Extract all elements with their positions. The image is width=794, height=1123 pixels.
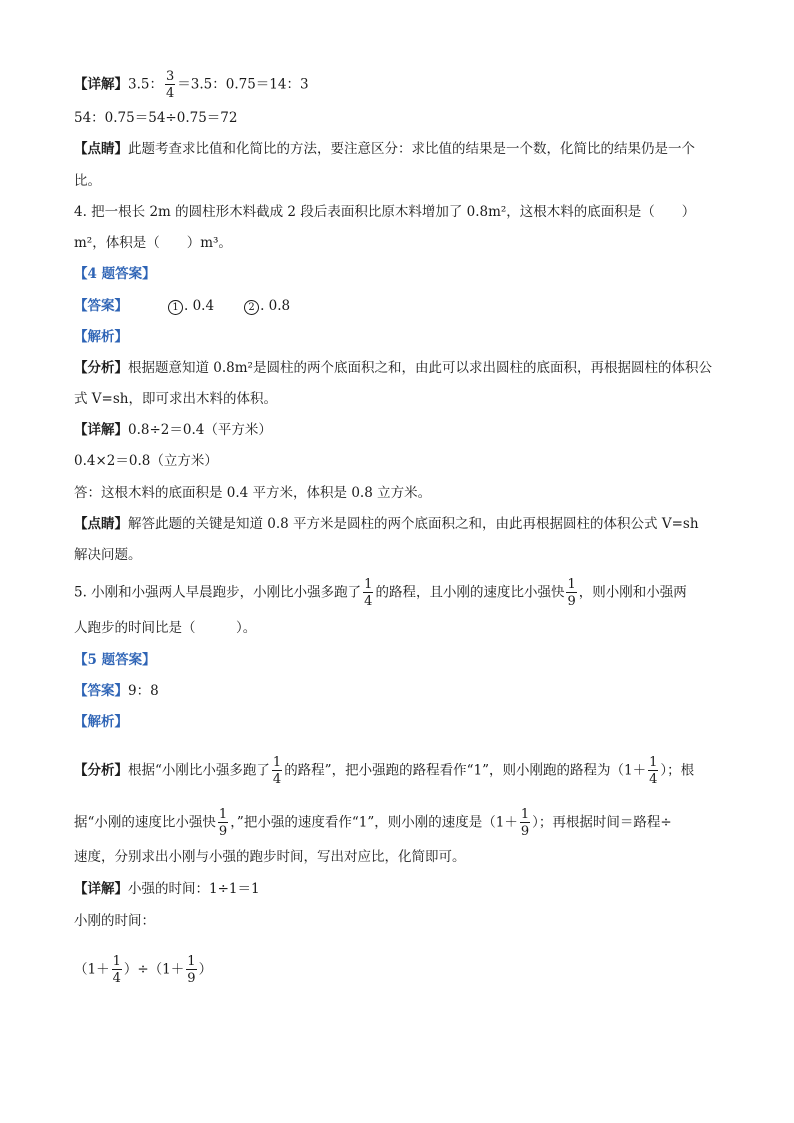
fraction [165,70,175,100]
jiexi-label: 【解析】 [74,329,128,345]
xiangjie-line-2: 小刚的时间： [74,913,155,929]
fraction [112,955,122,985]
fraction [520,808,530,838]
dianjing-line-2: 比。 [74,173,101,189]
numerator: 1 [112,954,121,969]
denominator: 4 [649,772,658,787]
calc-line: 0.4×2＝0.8（立方米） [74,453,218,469]
fraction [186,955,196,985]
fenxi-text: 的路程”，把小强跑的路程看作“1”，则小刚跑的路程为（1＋ [284,762,647,779]
fenxi-line-3: 速度，分别求出小刚与小强的跑步时间，写出对应比，化简即可。 [74,849,466,865]
q4-stem-2: m²，体积是（ ）m³。 [74,235,232,251]
xiangjie-label: 【详解】 [74,76,128,93]
xiangjie-line [74,70,734,100]
ratio-result: ＝3.5：0.75＝14：3 [177,76,309,93]
stem-text: 5. 小刚和小强两人早晨跑步，小刚比小强多跑了 [74,584,362,601]
fenxi-text: ）；再根据时间＝路程÷ [532,814,672,831]
circled-number: 1 [168,300,183,315]
fraction [272,756,282,786]
dianjing-label: 【点睛】 [74,516,128,532]
stem-text: 的路程，且小刚的速度比小强快 [375,584,565,601]
fenxi-text: 根据题意知道 0.8m²是圆柱的两个底面积之和，由此可以求出圆柱的底面积，再根据圆柱的体积公 [128,360,712,376]
stem-text: ，则小刚和小强两 [578,584,687,601]
formula-text: ） [198,961,213,978]
numerator: 1 [218,807,228,822]
fenxi-label: 【分析】 [74,762,128,779]
numerator: 1 [187,954,196,969]
fenxi-line-2: 式 V=sh，即可求出木料的体积。 [74,391,277,407]
formula-line [74,955,734,985]
calc-line: 54：0.75＝54÷0.75＝72 [74,110,238,126]
q4-answer [74,295,734,317]
dianjing-line [74,513,734,535]
denominator: 4 [272,772,282,787]
fraction [363,578,373,608]
fenxi-line [74,756,734,786]
ratio-text: 3.5： [128,76,163,93]
numerator: 3 [165,69,175,84]
xiangjie-label: 【详解】 [74,881,128,897]
fenxi-label: 【分析】 [74,360,128,376]
fenxi-line-2 [74,808,734,838]
formula-text: ）÷（1＋ [123,961,185,978]
daan-label: 【答案】 [74,298,128,314]
denominator: 4 [165,86,175,101]
answer-sentence: 答：这根木料的底面积是 0.4 平方米，体积是 0.8 立方米。 [74,485,432,501]
q5-answer [74,680,734,702]
denominator: 9 [187,971,196,986]
fraction [566,578,576,608]
xiangjie-text: 0.8÷2＝0.4（平方米） [128,422,272,438]
jiexi-label: 【解析】 [74,714,128,730]
denominator: 4 [364,594,373,609]
xiangjie-text: 小强的时间：1÷1＝1 [128,881,260,897]
dianjing-text: 此题考查求比值和化简比的方法，要注意区分：求比值的结果是一个数，化简比的结果仍是一个 [128,141,695,157]
xiangjie-line [74,419,734,441]
fenxi-line [74,357,734,379]
xiangjie-label: 【详解】 [74,422,128,438]
circled-number: 2 [244,300,259,315]
xiangjie-line [74,878,734,900]
denominator: 9 [520,824,530,839]
daan-label: 【答案】 [74,683,128,699]
fraction [648,756,658,786]
answer-value: . 0.8 [260,298,291,314]
formula-text: （1＋ [74,961,110,978]
fraction [218,808,228,838]
numerator: 1 [567,577,576,592]
numerator: 1 [649,755,658,770]
q4-answer-heading: 【4 题答案】 [74,266,156,282]
q5-stem [74,578,734,608]
fenxi-text: ，”把小强的速度看作“1”，则小刚的速度是（1＋ [230,814,518,831]
fenxi-text: 据“小刚的速度比小强快 [74,814,216,831]
q5-answer-heading: 【5 题答案】 [74,652,156,668]
denominator: 9 [567,594,576,609]
fenxi-text: 根据“小刚比小强多跑了 [128,762,270,779]
answer-value: 9：8 [128,683,159,699]
dianjing-label: 【点睛】 [74,141,128,157]
denominator: 9 [218,824,228,839]
dianjing-line-2: 解决问题。 [74,547,142,563]
denominator: 4 [112,971,121,986]
dianjing-line [74,138,734,160]
answer-value: . 0.4 [184,298,215,314]
numerator: 1 [272,755,282,770]
q5-stem-2: 人跑步的时间比是（ ）。 [74,620,257,636]
dianjing-text: 解答此题的关键是知道 0.8 平方米是圆柱的两个底面积之和，由此再根据圆柱的体积公式 V=sh [128,516,699,532]
numerator: 1 [364,577,373,592]
q4-stem: 4. 把一根长 2m 的圆柱形木料截成 2 段后表面积比原木料增加了 0.8m²，这根木料的底面积是（ ） [74,204,696,220]
numerator: 1 [520,807,530,822]
fenxi-text: ）；根 [660,762,695,779]
